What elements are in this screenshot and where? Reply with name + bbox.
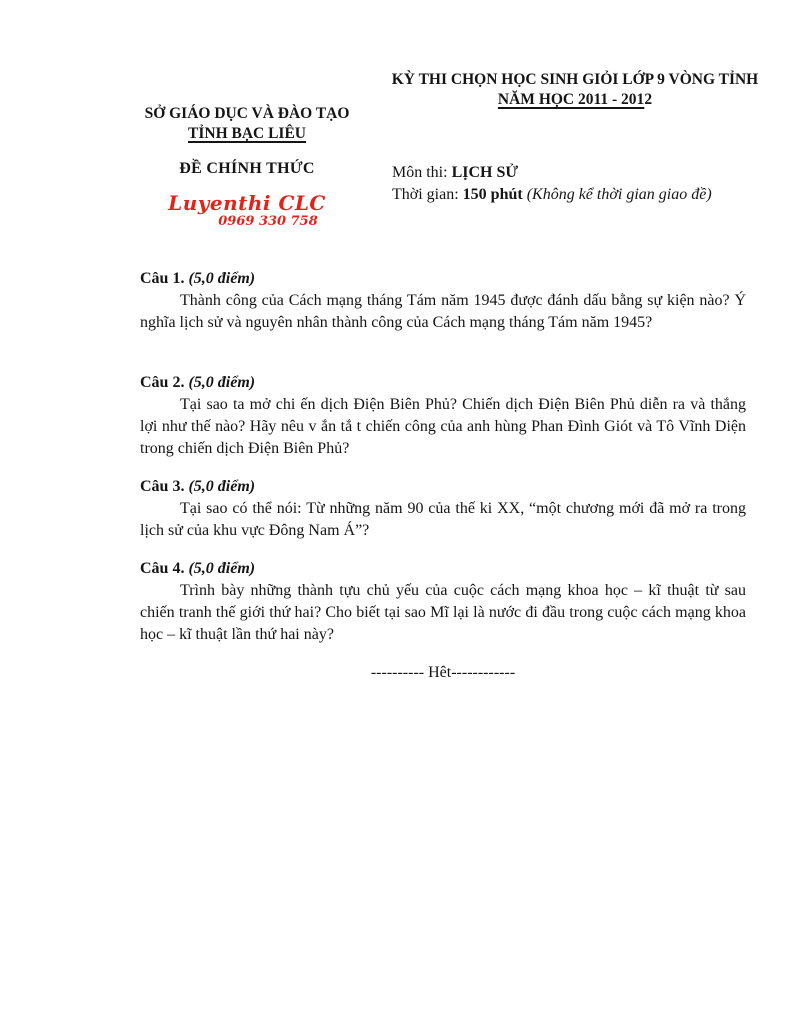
duration-line xyxy=(392,184,712,206)
subject-value: LỊCH SỬ xyxy=(451,164,519,181)
question-3 xyxy=(140,476,746,542)
question-1-points: (5,0 điểm) xyxy=(188,270,256,287)
question-2-heading xyxy=(140,372,746,394)
exam-info-block xyxy=(392,162,712,206)
question-3-label: Câu 3. xyxy=(140,478,185,495)
exam-title-line1: KỲ THI CHỌN HỌC SINH GIỎI LỚP 9 VÒNG TỈNH xyxy=(391,71,759,88)
exam-type-label: ĐỀ CHÍNH THỨC xyxy=(179,160,315,177)
question-1-heading xyxy=(140,268,746,290)
question-3-heading xyxy=(140,476,746,498)
question-4-text: Trình bày những thành tựu chủ yếu của cuộc cách mạng khoa học – kĩ thuật từ sau chiến tranh thế giới thứ hai? Cho biết tại sao Mĩ lại là nước đi đầu trong cuộc cách mạng khoa học – kĩ thuật lần thứ hai này? xyxy=(140,582,746,643)
question-3-text: Tại sao có thể nói: Từ những năm 90 của thế ki XX, “một chương mới đã mở ra trong lịch sử của khu vực Đông Nam Á”? xyxy=(140,500,746,539)
duration-value: 150 phút xyxy=(462,186,523,203)
question-4-label: Câu 4. xyxy=(140,560,185,577)
logo-name: Luyenthi CLC xyxy=(168,191,326,215)
exam-title-block xyxy=(385,70,765,110)
question-3-points: (5,0 điểm) xyxy=(188,478,256,495)
question-1-label: Câu 1. xyxy=(140,270,185,287)
department-name: SỞ GIÁO DỤC VÀ ĐÀO TẠO xyxy=(144,105,350,122)
school-year-tail: 2 xyxy=(644,91,653,108)
school-year: NĂM HỌC 2011 - 201 xyxy=(497,91,645,108)
duration-note: (Không kể thời gian giao đề) xyxy=(526,186,712,203)
logo-phone-number: 0969 330 758 xyxy=(218,214,318,229)
question-4-points: (5,0 điểm) xyxy=(188,560,256,577)
exam-title-line2 xyxy=(385,90,765,110)
question-4 xyxy=(140,558,746,646)
question-2-points: (5,0 điểm) xyxy=(188,374,256,391)
luyenthi-clc-logo xyxy=(134,192,360,229)
end-of-exam-marker: ---------- Hêt------------ xyxy=(370,664,516,681)
subject-label: Môn thi: xyxy=(392,164,448,181)
province-name: TỈNH BẠC LIÊU xyxy=(188,125,306,142)
question-2 xyxy=(140,372,746,460)
question-1-text: Thành công của Cách mạng tháng Tám năm 1945 được đánh dấu bằng sự kiện nào? Ý nghĩa lịch sử và nguyên nhân thành công của Cách mạng tháng Tám năm 1945? xyxy=(140,292,746,331)
question-2-label: Câu 2. xyxy=(140,374,185,391)
duration-label: Thời gian: xyxy=(392,186,459,203)
question-2-text: Tại sao ta mở chi ến dịch Điện Biên Phủ? Chiến dịch Điện Biên Phủ diễn ra và thắng lợi như thế nào? Hãy nêu v ắn tắ t chiến công của anh hùng Phan Đình Giót và Tô Vĩnh Diện trong chiến dịch Điện Biên Phủ? xyxy=(140,396,746,457)
questions-section xyxy=(140,268,746,684)
department-block xyxy=(134,104,360,229)
question-4-heading xyxy=(140,558,746,580)
subject-line xyxy=(392,162,712,184)
question-1 xyxy=(140,268,746,334)
